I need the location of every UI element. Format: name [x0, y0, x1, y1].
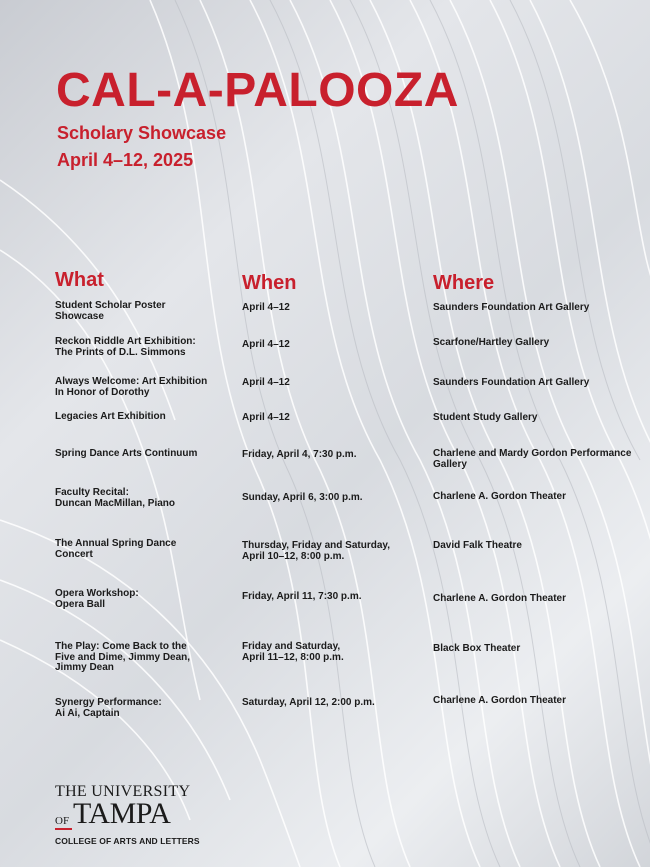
event-venue: Saunders Foundation Art Gallery — [433, 302, 590, 313]
event-time: Saturday, April 12, 2:00 p.m. — [242, 697, 375, 708]
event-time: April 4–12 — [242, 302, 290, 313]
event-time: April 4–12 — [242, 412, 290, 423]
event-name: Opera Workshop: Opera Ball — [55, 588, 139, 610]
event-time: Thursday, Friday and Saturday, April 10–12, 8:00 p.m. — [242, 540, 390, 562]
event-venue: Student Study Gallery — [433, 412, 538, 423]
event-name: Synergy Performance: Ai Ai, Captain — [55, 697, 162, 719]
event-name: Spring Dance Arts Continuum — [55, 448, 198, 459]
logo-of: OF — [55, 815, 70, 827]
event-dates: April 4–12, 2025 — [57, 150, 194, 170]
event-venue: Saunders Foundation Art Gallery — [433, 377, 590, 388]
university-logo — [55, 783, 245, 846]
event-name: Reckon Riddle Art Exhibition: The Prints of D.L. Simmons — [55, 336, 196, 358]
column-header-what: What — [55, 269, 104, 291]
event-name: The Play: Come Back to the Five and Dime, Jimmy Dean, Jimmy Dean — [55, 641, 191, 673]
logo-line-university: THE UNIVERSITY — [55, 783, 191, 800]
event-name: Faculty Recital: Duncan MacMillan, Piano — [55, 487, 176, 509]
event-time: Friday, April 11, 7:30 p.m. — [242, 591, 362, 602]
event-venue: Charlene and Mardy Gordon Performance Gallery — [433, 448, 632, 470]
event-name: Student Scholar Poster Showcase — [55, 300, 166, 322]
logo-college: COLLEGE OF ARTS AND LETTERS — [55, 836, 200, 846]
event-venue: Charlene A. Gordon Theater — [433, 491, 566, 502]
event-venue: David Falk Theatre — [433, 540, 522, 551]
event-name: Legacies Art Exhibition — [55, 411, 166, 422]
column-header-where: Where — [433, 272, 495, 294]
event-time: Friday, April 4, 7:30 p.m. — [242, 449, 357, 460]
event-venue: Charlene A. Gordon Theater — [433, 593, 566, 604]
event-venue: Black Box Theater — [433, 643, 521, 654]
event-time: Friday and Saturday, April 11–12, 8:00 p.m. — [242, 641, 344, 663]
event-time: Sunday, April 6, 3:00 p.m. — [242, 492, 363, 503]
column-header-when: When — [242, 272, 297, 294]
event-name: The Annual Spring Dance Concert — [55, 538, 177, 560]
logo-red-rule — [55, 828, 72, 830]
logo-wordmark — [55, 797, 245, 831]
event-venue: Scarfone/Hartley Gallery — [433, 337, 550, 348]
event-subtitle: Scholary Showcase — [57, 123, 227, 143]
event-time: April 4–12 — [242, 377, 290, 388]
event-time: April 4–12 — [242, 339, 290, 350]
event-title: CAL-A-PALOOZA — [56, 64, 459, 117]
event-name: Always Welcome: Art Exhibition In Honor of Dorothy — [55, 376, 208, 398]
logo-tampa: TAMPA — [73, 797, 171, 830]
event-venue: Charlene A. Gordon Theater — [433, 695, 566, 706]
